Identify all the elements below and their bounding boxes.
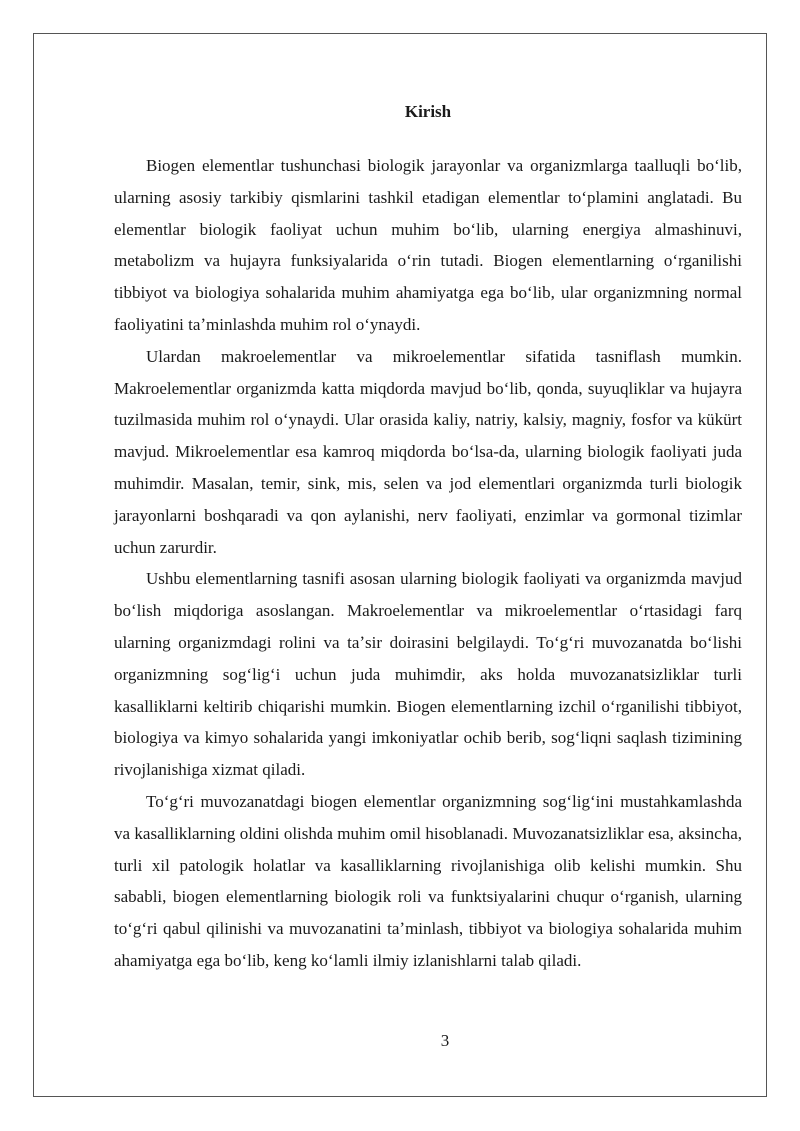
document-body (114, 96, 742, 977)
paragraph-2: Ulardan makroelementlar va mikroelementlar sifatida tasniflash mumkin. Makroelementlar organizmda katta miqdorda mavjud boʻlib, qonda, suyuqliklar va hujayra tuzilmasida muhim rol oʻynaydi. Ular orasida kaliy, natriy, kalsiy, magniy, fosfor va kükürt mavjud. Mikroelementlar esa kamroq miqdorda boʻlsa-da, ularning biologik faoliyati juda muhimdir. Masalan, temir, sink, mis, selen va jod elementlari organizmda turli biologik jarayonlarni boshqaradi va qon aylanishi, nerv faoliyati, enzimlar va gormonal tizimlar uchun zarurdir. (114, 346, 742, 557)
page-number: 3 (440, 1031, 450, 1050)
paragraph-1: Biogen elementlar tushunchasi biologik jarayonlar va organizmlarga taalluqli boʻlib, ularning asosiy tarkibiy qismlarini tashkil etadigan elementlar toʻplamini anglatadi. Bu elementlar biologik faoliyat uchun muhim boʻlib, ularning energiya almashinuvi, metabolizm va hujayra funksiyalarida oʻrin tutadi. Biogen elementlarning oʻrganilishi tibbiyot va biologiya sohalarida muhim ahamiyatga ega boʻlib, ular organizmning normal faoliyatini taʼminlashda muhim rol oʻynaydi. (114, 156, 742, 334)
paragraph-3: Ushbu elementlarning tasnifi asosan ularning biologik faoliyati va organizmda mavjud boʻlish miqdoriga asoslangan. Makroelementlar va mikroelementlar oʻrtasidagi farq ularning organizmdagi rolini va taʼsir doirasini belgilaydi. Toʻgʻri muvozanatda boʻlishi organizmning sogʻligʻi uchun juda muhimdir, aks holda muvozanatsizliklar turli kasalliklarni keltirib chiqarishi mumkin. Biogen elementlarning izchil oʻrganilishi tibbiyot, biologiya va kimyo sohalarida yangi imkoniyatlar ochib berib, sogʻliqni saqlash tizimining rivojlanishiga xizmat qiladi. (114, 569, 742, 780)
paragraph-4: Toʻgʻri muvozanatdagi biogen elementlar organizmning sogʻligʻini mustahkamlashda va kasalliklarning oldini olishda muhim omil hisoblanadi. Muvozanatsizliklar esa, aksincha, turli xil patologik holatlar va kasalliklarning rivojlanishiga olib kelishi mumkin. Shu sababli, biogen elementlarning biologik roli va funktsiyalarini chuqur oʻrganish, ularning toʻgʻri qabul qilinishi va muvozanatini taʼminlash, tibbiyot va biologiya sohalarida muhim ahamiyatga ega boʻlib, keng koʻlamli ilmiy izlanishlarni talab qiladi. (114, 791, 742, 970)
section-title: Kirish (404, 102, 452, 121)
